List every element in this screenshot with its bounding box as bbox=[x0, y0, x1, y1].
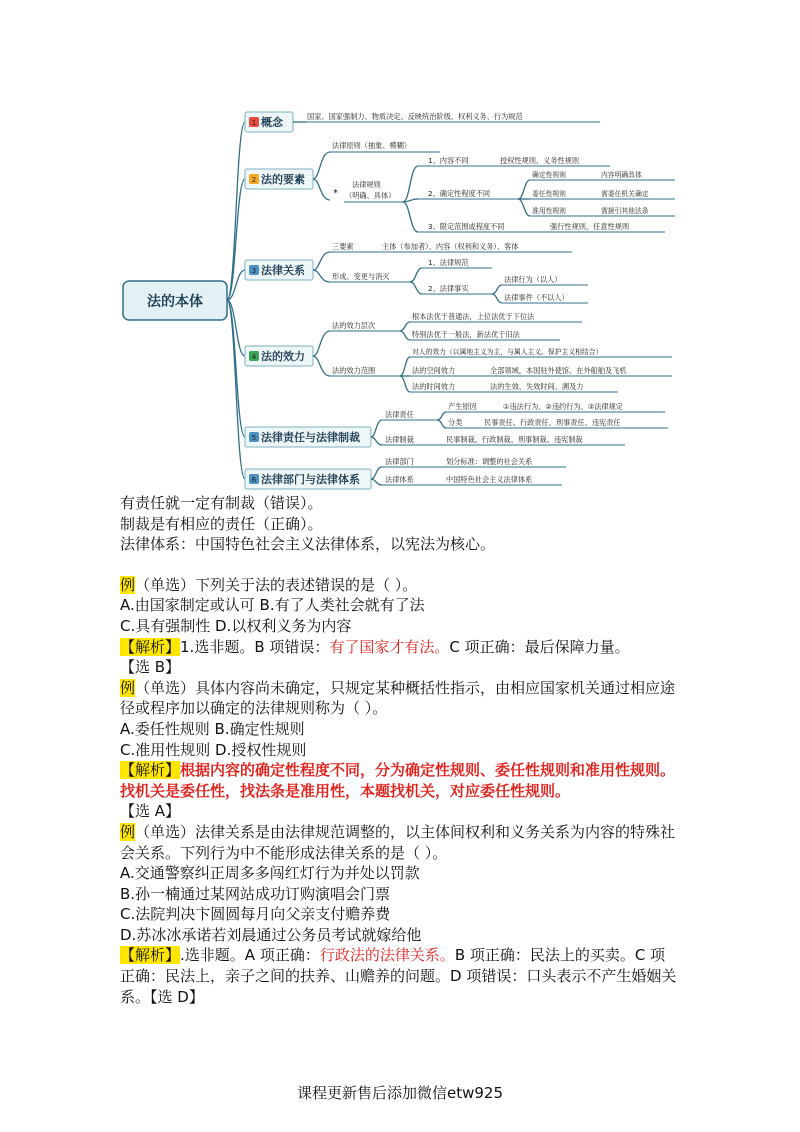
question-3-option-a: A.交通警察纠正周多多闯红灯行为并处以罚款 bbox=[120, 864, 420, 883]
svg-text:法律关系: 法律关系 bbox=[261, 264, 305, 277]
svg-text:法的效力范围: 法的效力范围 bbox=[332, 366, 376, 375]
svg-text:主体（参加者）、内容（权利和义务）、客体: 主体（参加者）、内容（权利和义务）、客体 bbox=[382, 242, 519, 251]
branch-legal-relation bbox=[245, 242, 588, 303]
svg-text:法律责任与法律制裁: 法律责任与法律制裁 bbox=[261, 431, 360, 444]
question-1-options: C.具有强制性 D.以权利义务为内容 bbox=[120, 616, 352, 635]
svg-text:概念: 概念 bbox=[261, 116, 283, 129]
svg-text:国家、国家强制力、物质决定、反映统治阶级、权利义务、行为规范: 国家、国家强制力、物质决定、反映统治阶级、权利义务、行为规范 bbox=[307, 112, 523, 121]
svg-text:法律规则: 法律规则 bbox=[352, 180, 381, 189]
svg-text:民事责任、行政责任、刑事责任、违宪责任: 民事责任、行政责任、刑事责任、违宪责任 bbox=[484, 418, 621, 427]
svg-text:法律事件（不以人）: 法律事件（不以人） bbox=[504, 293, 569, 302]
question-3-analysis: 【解析】.选非题。A 项正确：行政法的法律关系。B 项正确：民法上的买卖。C 项正确：民法上，亲子之间的扶养、山赡养的问题。D 项错误：口头表示不产生婚姻关系。【选 D】 bbox=[120, 946, 677, 1006]
document-body bbox=[120, 493, 680, 1007]
note-line: 制裁是有相应的责任（正确）。 bbox=[120, 514, 323, 533]
svg-text:划分标准：调整的社会关系: 划分标准：调整的社会关系 bbox=[446, 457, 533, 466]
svg-text:法律行为（以人）: 法律行为（以人） bbox=[504, 275, 562, 284]
svg-text:委任性规则: 委任性规则 bbox=[532, 190, 566, 198]
svg-text:法的生效、失效时间、溯及力: 法的生效、失效时间、溯及力 bbox=[490, 382, 584, 391]
svg-text:法律部门与法律体系: 法律部门与法律体系 bbox=[261, 473, 360, 486]
analysis-tag: 【解析】 bbox=[120, 946, 181, 965]
svg-text:强行性规则、任意性规则: 强行性规则、任意性规则 bbox=[550, 222, 630, 231]
svg-text:4: 4 bbox=[251, 353, 257, 361]
branch-legal-effect bbox=[245, 312, 672, 392]
svg-text:法的要素: 法的要素 bbox=[261, 173, 305, 186]
svg-text:法律体系: 法律体系 bbox=[385, 475, 414, 484]
svg-text:内容明确具体: 内容明确具体 bbox=[601, 171, 642, 179]
question-1-stem: 例（单选）下列关于法的表述错误的是（ ）。 bbox=[120, 575, 418, 594]
branch-concept bbox=[245, 112, 600, 132]
example-marker: 例 bbox=[120, 822, 136, 841]
svg-text:中国特色社会主义法律体系: 中国特色社会主义法律体系 bbox=[446, 475, 533, 484]
question-3-option-b: B.孙一楠通过某网站成功订购演唱会门票 bbox=[120, 884, 391, 903]
svg-text:2: 2 bbox=[251, 176, 257, 184]
svg-text:5: 5 bbox=[251, 434, 257, 442]
svg-text:2、确定性程度不同: 2、确定性程度不同 bbox=[428, 189, 491, 198]
svg-text:法律责任: 法律责任 bbox=[385, 410, 414, 419]
svg-text:准用性规则: 准用性规则 bbox=[532, 207, 566, 215]
svg-text:法的空间效力: 法的空间效力 bbox=[412, 366, 456, 375]
question-2-stem: 例（单选）具体内容尚未确定，只规定某种概括性指示，由相应国家机关通过相应途径或程序加以确定的法律规则称为（ ）。 bbox=[120, 678, 676, 718]
branch-liability bbox=[245, 402, 668, 447]
question-2-options: C.准用性规则 D.授权性规则 bbox=[120, 740, 307, 759]
question-1-analysis: 【解析】1.选非题。B 项错误：有了国家才有法。C 项正确：最后保障力量。 bbox=[120, 637, 630, 656]
example-marker: 例 bbox=[120, 678, 136, 697]
analysis-tag: 【解析】 bbox=[120, 637, 181, 656]
svg-text:*: * bbox=[333, 188, 338, 199]
svg-text:对人的效力（以属地主义为主，与属人主义、保护主义相结合）: 对人的效力（以属地主义为主，与属人主义、保护主义相结合） bbox=[412, 348, 603, 356]
svg-text:1、法律规范: 1、法律规范 bbox=[428, 258, 469, 267]
footer-note: 课程更新售后添加微信etw925 bbox=[296, 1084, 503, 1102]
svg-text:①违法行为、②违约行为、③法律规定: ①违法行为、②违约行为、③法律规定 bbox=[503, 402, 623, 411]
analysis-tag: 【解析】 bbox=[120, 761, 181, 780]
svg-text:3: 3 bbox=[251, 267, 257, 275]
svg-text:需援引其他法条: 需援引其他法条 bbox=[601, 207, 649, 215]
svg-text:分类: 分类 bbox=[448, 418, 463, 427]
svg-text:法的效力: 法的效力 bbox=[261, 350, 305, 363]
svg-text:法的效力层次: 法的效力层次 bbox=[332, 321, 376, 330]
svg-text:确定性规则: 确定性规则 bbox=[532, 171, 566, 179]
question-2-answer: 【选 A】 bbox=[120, 802, 181, 821]
svg-text:产生原因: 产生原因 bbox=[448, 402, 477, 411]
svg-text:特别法优于一般法，新法优于旧法: 特别法优于一般法，新法优于旧法 bbox=[412, 330, 520, 339]
branch-legal-system bbox=[245, 457, 566, 489]
svg-text:（明确、具体）: （明确、具体） bbox=[345, 191, 396, 200]
svg-text:根本法优于普通法，上位法优于下位法: 根本法优于普通法，上位法优于下位法 bbox=[412, 312, 535, 321]
svg-text:形成、变更与消灭: 形成、变更与消灭 bbox=[332, 272, 390, 281]
svg-text:3、限定范围或程度不同: 3、限定范围或程度不同 bbox=[428, 222, 505, 231]
svg-text:1、内容不同: 1、内容不同 bbox=[428, 156, 469, 165]
example-marker: 例 bbox=[120, 575, 136, 594]
svg-text:法的时间效力: 法的时间效力 bbox=[412, 382, 456, 391]
question-2-options: A.委任性规则 B.确定性规则 bbox=[120, 719, 305, 738]
question-1-answer: 【选 B】 bbox=[120, 658, 181, 677]
question-3-stem: 例（单选）法律关系是由法律规范调整的，以主体间权利和义务关系为内容的特殊社会关系。下列行为中不能形成法律关系的是（ ）。 bbox=[120, 822, 676, 862]
svg-text:民事制裁、行政制裁、刑事制裁、违宪制裁: 民事制裁、行政制裁、刑事制裁、违宪制裁 bbox=[446, 435, 583, 444]
question-3-option-c: C.法院判决卞圆圆每月向父亲支付赡养费 bbox=[120, 905, 391, 924]
svg-text:授权性规则、义务性规则: 授权性规则、义务性规则 bbox=[500, 156, 580, 165]
root-node bbox=[123, 281, 227, 320]
note-line: 有责任就一定有制裁（错误）。 bbox=[120, 494, 323, 512]
svg-text:法的本体: 法的本体 bbox=[147, 294, 203, 310]
question-1-options: A.由国家制定或认可 B.有了人类社会就有了法 bbox=[120, 596, 425, 615]
question-3-option-d: D.苏冰冰承诺若刘晨通过公务员考试就嫁给他 bbox=[120, 925, 422, 944]
question-2-analysis: 【解析】根据内容的确定性程度不同，分为确定性规则、委任性规则和准用性规则。找机关是委任性，找法条是准用性，本题找机关，对应委任性规则。 bbox=[120, 761, 676, 800]
note-line: 法律体系：中国特色社会主义法律体系，以宪法为核心。 bbox=[120, 535, 496, 554]
svg-text:三要素: 三要素 bbox=[332, 242, 354, 251]
svg-text:需委任机关确定: 需委任机关确定 bbox=[601, 190, 649, 198]
svg-text:法律制裁: 法律制裁 bbox=[385, 435, 414, 444]
svg-text:1: 1 bbox=[251, 119, 257, 127]
svg-text:2、法律事实: 2、法律事实 bbox=[428, 284, 469, 293]
svg-text:法律原则（抽象、模糊）: 法律原则（抽象、模糊） bbox=[332, 141, 412, 150]
mind-map bbox=[0, 0, 800, 492]
svg-text:6: 6 bbox=[251, 476, 257, 484]
svg-text:全部领域，本国驻外使馆、在外船舶及飞机: 全部领域，本国驻外使馆、在外船舶及飞机 bbox=[490, 366, 627, 375]
branch-elements bbox=[245, 141, 675, 232]
svg-text:法律部门: 法律部门 bbox=[385, 457, 414, 466]
